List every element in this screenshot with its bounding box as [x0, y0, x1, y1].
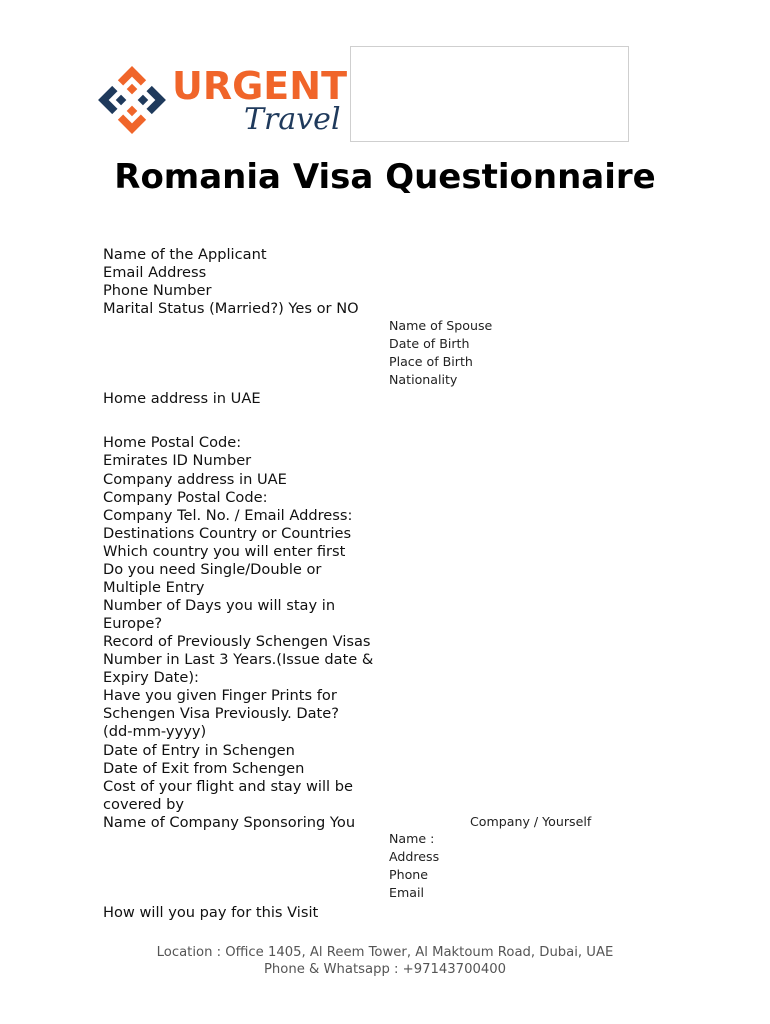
- cost-option-text: Company / Yourself: [470, 814, 592, 829]
- field-destinations: Destinations Country or Countries: [103, 525, 352, 542]
- page-title: Romania Visa Questionnaire: [114, 157, 656, 197]
- spouse-name-label: Name of Spouse: [389, 318, 493, 333]
- field-company-address: Company address in UAE: [103, 471, 287, 488]
- logo-mark-icon: [94, 62, 170, 138]
- footer-location: Location : Office 1405, Al Reem Tower, Al Maktoum Road, Dubai, UAE: [156, 945, 614, 960]
- field-payment: How will you pay for this Visit: [103, 904, 319, 921]
- sponsor-address-label: Address: [389, 849, 440, 864]
- spouse-pob-label: Place of Birth: [389, 354, 473, 369]
- spouse-dob-label: Date of Birth: [389, 336, 470, 351]
- field-previous-visas: Record of Previously Schengen Visas Number in Last 3 Years.(Issue date & Expiry Date):: [103, 633, 374, 687]
- footer-contact: Phone & Whatsapp : +97143700400: [263, 962, 507, 977]
- field-phone: Phone Number: [103, 282, 212, 299]
- field-home-postal: Home Postal Code:: [103, 434, 242, 451]
- field-date-entry: Date of Entry in Schengen: [103, 742, 295, 759]
- field-sponsor-company: Name of Company Sponsoring You: [103, 814, 356, 831]
- urgent-travel-logo: [94, 62, 347, 142]
- field-finger-prints: Have you given Finger Prints for Schengen Visa Previously. Date? (dd-mm-yyyy): [103, 687, 339, 741]
- logo-sub-text: Travel: [244, 102, 341, 137]
- spouse-nationality-label: Nationality: [389, 372, 458, 387]
- field-home-address: Home address in UAE: [103, 390, 261, 407]
- field-email: Email Address: [103, 264, 207, 281]
- field-date-exit: Date of Exit from Schengen: [103, 760, 305, 777]
- field-cost-cover: Cost of your flight and stay will be covered by: [103, 778, 353, 814]
- sponsor-name-label: Name :: [389, 831, 435, 846]
- field-emirates-id: Emirates ID Number: [103, 452, 252, 469]
- sponsor-email-label: Email: [389, 885, 424, 900]
- field-applicant-name: Name of the Applicant: [103, 246, 267, 263]
- field-days-stay: Number of Days you will stay in Europe?: [103, 597, 336, 633]
- field-entry-type: Do you need Single/Double or Multiple Entry: [103, 561, 322, 597]
- field-company-postal: Company Postal Code:: [103, 489, 268, 506]
- field-marital-status: Marital Status (Married?) Yes or NO: [103, 300, 359, 317]
- logo-brand-text: URGENT: [172, 64, 347, 108]
- photo-box: [350, 46, 629, 142]
- field-enter-first: Which country you will enter first: [103, 543, 346, 560]
- field-company-tel: Company Tel. No. / Email Address:: [103, 507, 353, 524]
- sponsor-phone-label: Phone: [389, 867, 429, 882]
